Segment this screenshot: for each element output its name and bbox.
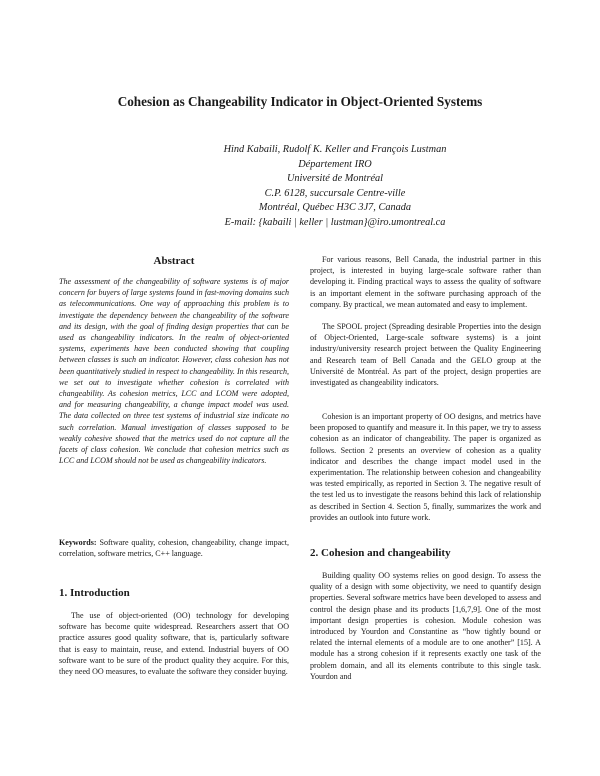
section-2-paragraph: Building quality OO systems relies on good design. To assess the quality of a design with some objectivity, we need to quantify design properties. Several software metrics have been developed to assess and control the design phase and its products [1,6,7,9]. One of the most important design properties is cohesion. Module cohesion was introduced by Yourdon and Constantine as “how tightly bound or related the internal elements of a module are to one another” [15]. A module has a strong cohesion if it represents exactly one task of the problem domain, and all its elements contribute to this single task. Yourdon and (310, 571, 541, 681)
right-paragraph-2: The SPOOL project (Spreading desirable Properties into the design of Object-Oriented, Large-scale software systems) is a joint industry/university research project between the Quality Engineering and Research team of Bell Canada and the GELO group at the Université de Montréal. As part of the project, design properties are investigated as changeability indicators. (310, 322, 541, 388)
author-postal-box: C.P. 6128, succursale Centre-ville (264, 187, 406, 199)
abstract-text: The assessment of the changeability of software systems is of major concern for buyers of large systems found in fast-moving domains such as telecommunications. One way of approaching this problem is to investigate the dependency between the changeability of the software and its design, with the goal of finding design properties that can be used as changeability indicators. In the realm of object-oriented systems, experiments have been conducted showing that coupling between classes is such an indicator. However, class cohesion has not been quantitatively studied in respect to changeability. In this research, we set out to investigate whether cohesion is correlated with changeability. As cohesion metrics, LCC and LCOM were adopted, and for measuring changeability, a change impact model was used. The data collected on three test systems of industrial size indicate no such correlation. Manual investigation of classes supposed to be weakly cohesive showed that the metrics used do not capture all the facets of class cohesion. We conclude that cohesion metrics such as LCC and LCOM should not be used as changeability indicators. (59, 277, 289, 466)
section-1-paragraph: The use of object-oriented (OO) technology for developing software has become quite widespread. Researchers assert that OO practice assures good quality software, that is, particularly software that is easy to maintain, reuse, and extend. Industrial buyers of OO software want to be sure of the product quality they acquire. For this, they need OO measures, to evaluate the software they consider buying. (59, 611, 289, 677)
author-email: E-mail: {kabaili | keller | lustman}@iro.umontreal.ca (224, 216, 446, 228)
keywords-paragraph (59, 537, 289, 559)
author-university: Université de Montréal (286, 173, 384, 185)
section-1-heading: 1. Introduction (59, 587, 130, 599)
author-block (120, 143, 550, 231)
right-paragraph-1: For various reasons, Bell Canada, the industrial partner in this project, is interested in buying large-scale software rather than developing it. Finding practical ways to assess the quality of software is an important element in the software purchasing approach of the company. By practical, we mean automated and easy to implement. (310, 255, 541, 309)
keywords-text: Software quality, cohesion, changeability, change impact, correlation, software metrics, C++ language. (59, 538, 289, 559)
author-names: Hind Kabaili, Rudolf K. Keller and François Lustman (223, 144, 447, 155)
author-city: Montréal, Québec H3C 3J7, Canada (258, 202, 412, 214)
section-2-heading: 2. Cohesion and changeability (310, 547, 451, 559)
keywords-label: Keywords: (59, 538, 97, 547)
author-department: Département IRO (298, 158, 372, 170)
right-paragraph-3: Cohesion is an important property of OO designs, and metrics have been proposed to quantify and measure it. In this paper, we try to assess cohesion as an indicator of changeability. The paper is organized as follows. Section 2 presents an overview of cohesion as a quality indicator and describes the change impact model used in the experimentation. The relationship between cohesion and changeability was tested empirically, as reported in Section 3. The negative result of the test led us to investigate the reasons behind this lack of relationship as described in Section 4. Section 5, finally, summarizes the work and provides an outlook into future work. (310, 412, 541, 522)
paper-title: Cohesion as Changeability Indicator in Object-Oriented Systems (117, 94, 483, 109)
abstract-heading: Abstract (153, 255, 195, 267)
